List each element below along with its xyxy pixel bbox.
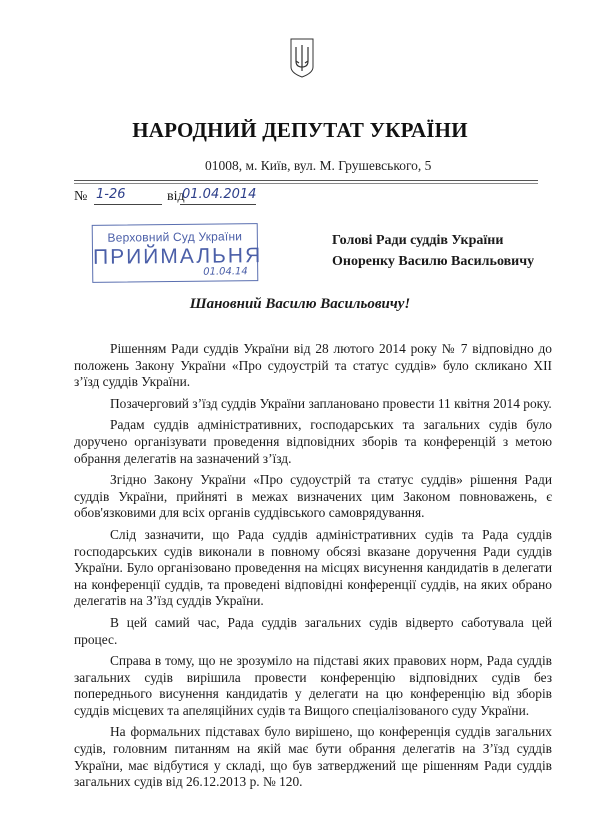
document-number: 1-26 <box>96 187 126 202</box>
letter-body <box>74 341 552 796</box>
stamp-org: Верховний Суд України <box>107 229 243 245</box>
reception-stamp <box>92 223 263 283</box>
paragraph: Справа в тому, що не зрозуміло на підставі яких правових норм, Рада суддів загальних судів вирішила провести конференцію відповідних судів без попереднього висунення кандидатів у делегати на цю конференцію від зборів суддів місцевих та апеляційних судів та Вищого спеціалізованого суду України. <box>74 653 552 718</box>
paragraph: На формальних підставах було вирішено, що конференція суддів загальних судів, головним питанням на якій має бути обрання делегатів на З’їзд суддів України, має відбутися у складі, що був затверджений ще рішенням Ради суддів загальних судів від 26.12.2013 р. № 120. <box>74 724 552 790</box>
document-date: 01.04.2014 <box>182 187 257 202</box>
recipient-position: Голові Ради суддів України <box>332 233 504 248</box>
paragraph: Згідно Закону України «Про судоустрій та статус суддів» рішення Ради суддів України, прийняті в межах визначених цим Законом повноважень, є обов'язковими для всіх органів суддівського самоврядування. <box>74 472 552 521</box>
number-underline <box>94 204 162 205</box>
stamp-title: ПРИЙМАЛЬНЯ <box>92 244 263 269</box>
header-divider <box>74 180 538 181</box>
number-label: № <box>74 189 88 204</box>
paragraph: Позачерговий з’їзд суддів України заплановано провести 11 квітня 2014 року. <box>110 395 552 411</box>
recipient-block <box>332 230 534 272</box>
sender-address: 01008, м. Київ, вул. М. Грушевського, 5 <box>205 158 432 173</box>
salutation: Шановний Василю Васильовичу! <box>189 296 411 312</box>
paragraph: Рішенням Ради суддів України від 28 лютого 2014 року № 7 відповідно до положень Закону України «Про судоустрій та статус суддів» було скликано XII з’їзд суддів України. <box>74 341 552 390</box>
trident-emblem-icon <box>289 37 315 79</box>
paragraph: В цей самий час, Рада суддів загальних судів відверто саботувала цей процес. <box>74 614 552 647</box>
paragraph: Радам суддів адміністративних, господарських та загальних судів було доручено організувати проведення відповідних зборів та конференцій з метою обрання делегатів на зазначений з’їзд. <box>74 417 552 466</box>
header-divider-thin <box>74 183 538 184</box>
paragraph: Слід зазначити, що Рада суддів адміністративних судів та Рада суддів господарських судів виконали в повному обсязі вказане доручення Ради суддів України. Було організовано проведення на місцях висунення кандидатів в делегати на конференції суддів, та проведені відповідні конференції суддів, на яких обрано делегатів на З’їзд суддів України. <box>74 526 552 609</box>
stamp-date: 01.04.14 <box>203 266 248 278</box>
recipient-name: Оноренку Василю Васильовичу <box>332 254 535 269</box>
date-underline <box>180 204 256 205</box>
page-title: НАРОДНИЙ ДЕПУТАТ УКРАЇНИ <box>132 118 468 142</box>
date-label: від <box>167 189 185 204</box>
